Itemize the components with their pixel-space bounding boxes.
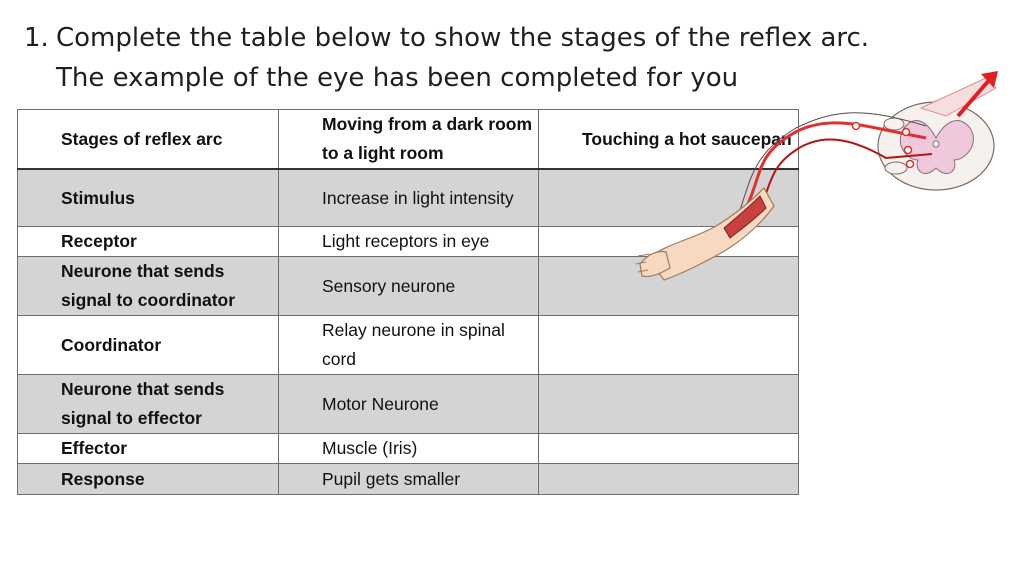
header-dark-to-light: Moving from a dark room to a light room: [279, 110, 539, 170]
header-stages: Stages of reflex arc: [18, 110, 279, 170]
stage-cell: Response: [18, 464, 279, 495]
stage-cell: Neurone that sends signal to effector: [18, 375, 279, 434]
saucepan-cell[interactable]: [539, 464, 799, 495]
eye-cell: Sensory neurone: [279, 257, 539, 316]
question-line-1-text: Complete the table below to show the stages of the reflex arc.: [56, 23, 870, 53]
question-line-2: The example of the eye has been completed for you: [56, 63, 739, 93]
reflex-arc-diagram: [636, 68, 1006, 290]
eye-cell: Motor Neurone: [279, 375, 539, 434]
header-hot-saucepan: Touching a hot saucepan: [539, 110, 799, 170]
eye-cell: Increase in light intensity: [279, 169, 539, 227]
stage-cell: Coordinator: [18, 316, 279, 375]
spinal-cord-icon: [878, 100, 994, 190]
saucepan-cell[interactable]: [539, 434, 799, 464]
stage-cell: Receptor: [18, 227, 279, 257]
stage-cell: Neurone that sends signal to coordinator: [18, 257, 279, 316]
table-row: [18, 375, 799, 434]
saucepan-cell[interactable]: [539, 375, 799, 434]
stage-cell: Stimulus: [18, 169, 279, 227]
eye-cell: Pupil gets smaller: [279, 464, 539, 495]
table-row: [18, 464, 799, 495]
question-number: 1.: [24, 23, 49, 53]
eye-cell: Light receptors in eye: [279, 227, 539, 257]
table-row: [18, 316, 799, 375]
stage-cell: Effector: [18, 434, 279, 464]
question-line-1: [24, 18, 869, 58]
eye-cell: Muscle (Iris): [279, 434, 539, 464]
table-row: [18, 434, 799, 464]
eye-cell: Relay neurone in spinal cord: [279, 316, 539, 375]
arm-icon: [636, 188, 774, 280]
saucepan-cell[interactable]: [539, 316, 799, 375]
